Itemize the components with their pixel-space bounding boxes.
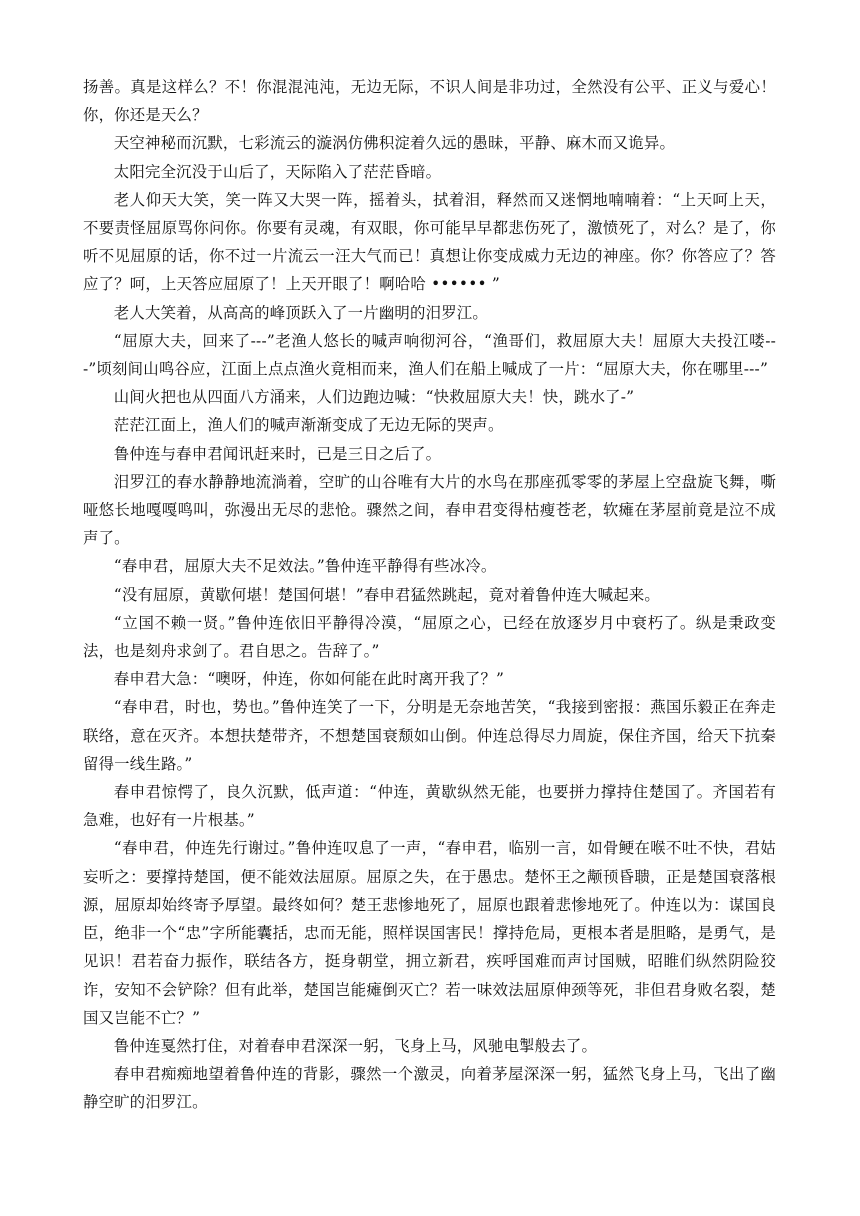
paragraph-18: 鲁仲连戛然打住，对着春申君深深一躬，飞身上马，风驰电掣般去了。: [113, 1036, 598, 1055]
paragraph-12: “没有屈原，黄歇何堪！楚国何堪！”春申君猛然跳起，竟对着鲁仲连大喊起来。: [113, 585, 661, 604]
paragraph-6: “屈原大夫，回来了---”老渔人悠长的喊声响彻河谷，“渔哥们，救屈原大夫！屈原大夫投江喽---”顷刻间山鸣谷应，江面上点点渔火竟相而来，渔人们在船上喊成了一片：“屈原大夫，你在哪里---”: [83, 331, 776, 379]
paragraph-19: 春申君痴痴地望着鲁仲连的背影，骤然一个激灵，向着茅屋深深一躬，猛然飞身上马，飞出了幽静空旷的汨罗江。: [83, 1065, 776, 1112]
paragraph-10: 汨罗江的春水静静地流淌着，空旷的山谷唯有大片的水鸟在那座孤零零的茅屋上空盘旋飞舞，嘶哑悠长地嘎嘎鸣叫，弥漫出无尽的悲怆。骤然之间，春申君变得枯瘦苍老，软瘫在茅屋前竟是泣不成声了。: [83, 472, 776, 548]
paragraph-11: “春申君，屈原大夫不足效法。”鲁仲连平静得有些冰冷。: [113, 557, 497, 576]
paragraph-3: 太阳完全沉没于山后了，天际陷入了茫茫昏暗。: [113, 162, 442, 181]
paragraph-16: 春申君惊愕了，良久沉默，低声道：“仲连，黄歇纵然无能，也要拼力撑持住楚国了。齐国若有急难，也好有一片根基。”: [83, 783, 776, 830]
paragraph-13: “立国不赖一贤。”鲁仲连依旧平静得冷漠，“屈原之心，已经在放逐岁月中衰朽了。纵是秉政变法，也是刻舟求剑了。君自思之。告辞了。”: [83, 613, 776, 661]
paragraph-14: 春申君大急：“噢呀，仲连，你如何能在此时离开我了？”: [113, 670, 505, 689]
paragraph-4: 老人仰天大笑，笑一阵又大哭一阵，摇着头，拭着泪，释然而又迷惘地喃喃着：“上天呵上天，不要责怪屈原骂你问你。你要有灵魂，有双眼，你可能早早都悲伤死了，激愤死了，对么？是了，你听不见屈原的话，你不过一片流云一汪大气而已！真想让你变成威力无边的神座。你？你答应了？答应了？呵，上天答应屈原了！上天开眼了！啊哈哈 •••••• ”: [83, 190, 776, 294]
paragraph-5: 老人大笑着，从高高的峰顶跃入了一片幽明的汨罗江。: [113, 303, 488, 322]
paragraph-17: “春申君，仲连先行谢过。”鲁仲连叹息了一声，“春申君，临别一言，如骨鲠在喉不吐不快，君姑妄听之：要撑持楚国，便不能效法屈原。屈原之失，在于愚忠。楚怀王之颟顸昏聩，正是楚国衰落根源，屈原却始终寄予厚望。最终如何？楚王悲惨地死了，屈原也跟着悲惨地死了。仲连以为：谋国良臣，绝非一个“忠”字所能囊括，忠而无能，照样误国害民！撑持危局，更根本者是胆略，是勇气，是见识！君若奋力振作，联结各方，挺身朝堂，拥立新君，疾呼国难而声讨国贼，昭睢们纵然阴险狡诈，安知不会铲除？但有此举，楚国岂能瘫倒灭亡？若一味效法屈原伸颈等死，非但君身败名裂，楚国又岂能不亡？”: [83, 839, 776, 1027]
paragraph-9: 鲁仲连与春申君闻讯赶来时，已是三日之后了。: [113, 444, 442, 463]
paragraph-7: 山间火把也从四面八方涌来，人们边跑边喊：“快救屈原大夫！快，跳水了-”: [113, 388, 635, 407]
paragraph-1: 扬善。真是这样么？不！你混混沌沌，无边无际，不识人间是非功过，全然没有公平、正义与爱心！你，你还是天么？: [83, 78, 776, 125]
paragraph-2: 天空神秘而沉默，七彩流云的漩涡仿佛积淀着久远的愚昧，平静、麻木而又诡异。: [113, 134, 676, 153]
document-body: [83, 73, 776, 1117]
paragraph-8: 茫茫江面上，渔人们的喊声渐渐变成了无边无际的哭声。: [113, 416, 504, 435]
paragraph-15: “春申君，时也，势也。”鲁仲连笑了一下，分明是无奈地苦笑，“我接到密报：燕国乐毅正在奔走联络，意在灭齐。本想扶楚带齐，不想楚国衰颓如山倒。仲连总得尽力周旋，保住齐国，给天下抗秦留得一线生路。”: [83, 698, 776, 773]
